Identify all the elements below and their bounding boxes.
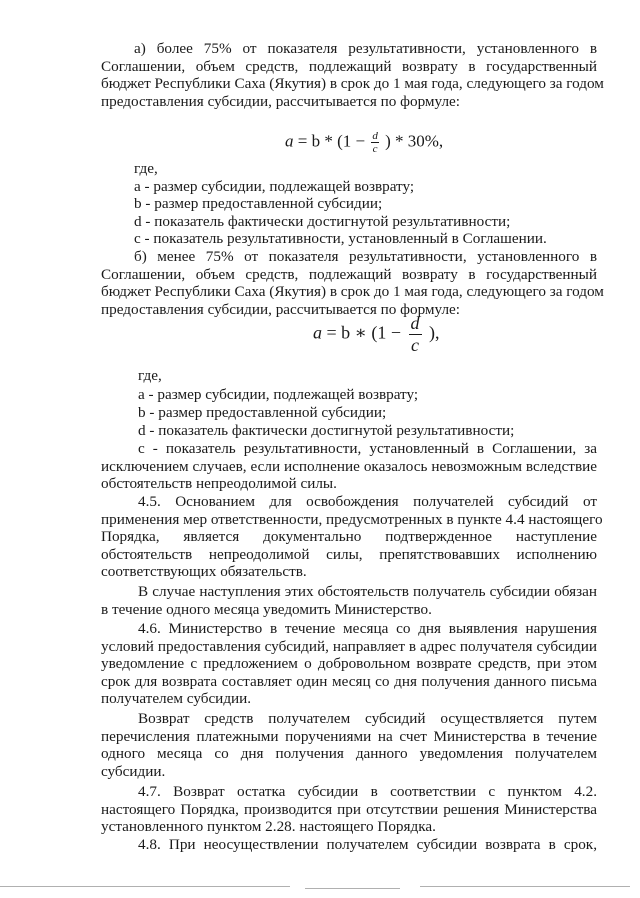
text-line: обстоятельств непреодолимой силы, препятствовавших исполнению [101,545,597,563]
formula-fraction [371,130,379,155]
where-label: где, [134,160,158,177]
text-line: получателем субсидии. [101,690,252,708]
paragraph-4-8 [101,836,597,854]
text-line: в течение одного месяца уведомить Министерство. [101,600,432,618]
text-line: Соглашении, объем средств, подлежащий возврату в государственный [101,265,597,283]
formula-numerator: d [410,313,420,333]
text-line: Возврат средств получателем субсидий осуществляется путем [138,710,597,727]
text-line: а) более 75% от показателя результативности, установленного в [134,40,597,57]
text-line: 4.8. При неосуществлении получателем субсидии возврата в срок, [138,836,597,853]
text-line: бюджет Республики Саха (Якутия) в срок до 1 мая года, следующего за годом [101,75,604,93]
text-line: В случае наступления этих обстоятельств получатель субсидии обязан [138,583,597,600]
text-line: применения мер ответственности, предусмотренных в пункте 4.4 настоящего [101,510,603,528]
formula-fraction [409,313,422,356]
text-line: 4.6. Министерство в течение месяца со дня выявления нарушения [138,620,597,637]
formula-denominator: c [372,143,378,155]
text-line: Соглашении, объем средств, подлежащий возврату в государственный [101,57,597,75]
text-line: бюджет Республики Саха (Якутия) в срок до 1 мая года, следующего за годом [101,283,604,301]
paragraph-4-5 [101,493,603,581]
definition-item: b - размер предоставленной субсидии; [138,404,387,421]
formula-lhs: a [313,322,322,343]
text-line: одного месяца со дня получения данного уведомления получателем [101,745,597,763]
formula-eq: = b * (1 − [297,131,366,151]
text-line: 4.7. Возврат остатка субсидии в соответствии с пунктом 4.2. [138,783,597,800]
text-line: уведомление с предложением о добровольном возврате средств, при этом [101,655,597,673]
formula-denominator: c [411,335,420,355]
paragraph-b [101,248,604,318]
formula-tail: ), [429,322,440,343]
scan-edge-line [305,888,400,889]
text-line: Порядка, является документально подтвержденное наступление [101,528,597,546]
text-line: условий предоставления субсидий, направляет в адрес получателя субсидии [101,637,597,655]
formula-lhs: a [285,131,294,151]
text-line: установленного пунктом 2.28. настоящего Порядка. [101,818,436,836]
paragraph-c [101,440,597,493]
formula-2 [313,313,440,363]
definition-item: a - размер субсидии, подлежащей возврату; [134,178,415,195]
formula-numerator: d [372,130,378,142]
text-line: настоящего Порядка, производится при отсутствии решения Министерства [101,800,597,818]
scan-edge-line [0,886,290,887]
formula-eq: = b ∗ (1 − [326,322,402,343]
definition-item: с - показатель результативности, установленный в Соглашении. [134,230,547,247]
definition-item: d - показатель фактически достигнутой результативности; [138,422,515,439]
formula-1 [285,130,443,164]
text-line: обстоятельств непреодолимой силы. [101,475,337,493]
paragraph-4-7 [101,783,597,836]
text-line: 4.5. Основанием для освобождения получателей субсидий от [138,493,597,510]
formula-tail: ) * 30%, [385,131,444,151]
scan-edge-line [420,886,630,887]
text-line: предоставления субсидии, рассчитывается по формуле: [101,92,461,110]
text-line: предоставления субсидии, рассчитывается по формуле: [101,300,461,318]
text-line: исключением случаев, если исполнение оказалось невозможным вследствие [101,457,597,475]
text-line: субсидии. [101,762,166,780]
paragraph-4-5-notice [101,583,597,618]
text-line: б) менее 75% от показателя результативности, установленного в [134,248,597,265]
text-line: срок для возврата составляет один месяц со дня получения данного письма [101,672,597,690]
where-label: где, [138,367,162,384]
definition-item: а - размер субсидии, подлежащей возврату; [138,386,419,403]
text-line: соответствующих обязательств. [101,563,307,581]
text-line: с - показатель результативности, установленный в Соглашении, за [138,440,597,457]
definition-item: b - размер предоставленной субсидии; [134,195,383,212]
paragraph-a [101,40,604,110]
text-line: перечисления платежными поручениями на счет Министерства в течение [101,727,597,745]
paragraph-4-6 [101,620,597,708]
paragraph-4-6-refund [101,710,597,780]
definition-item: d - показатель фактически достигнутой результативности; [134,213,511,230]
